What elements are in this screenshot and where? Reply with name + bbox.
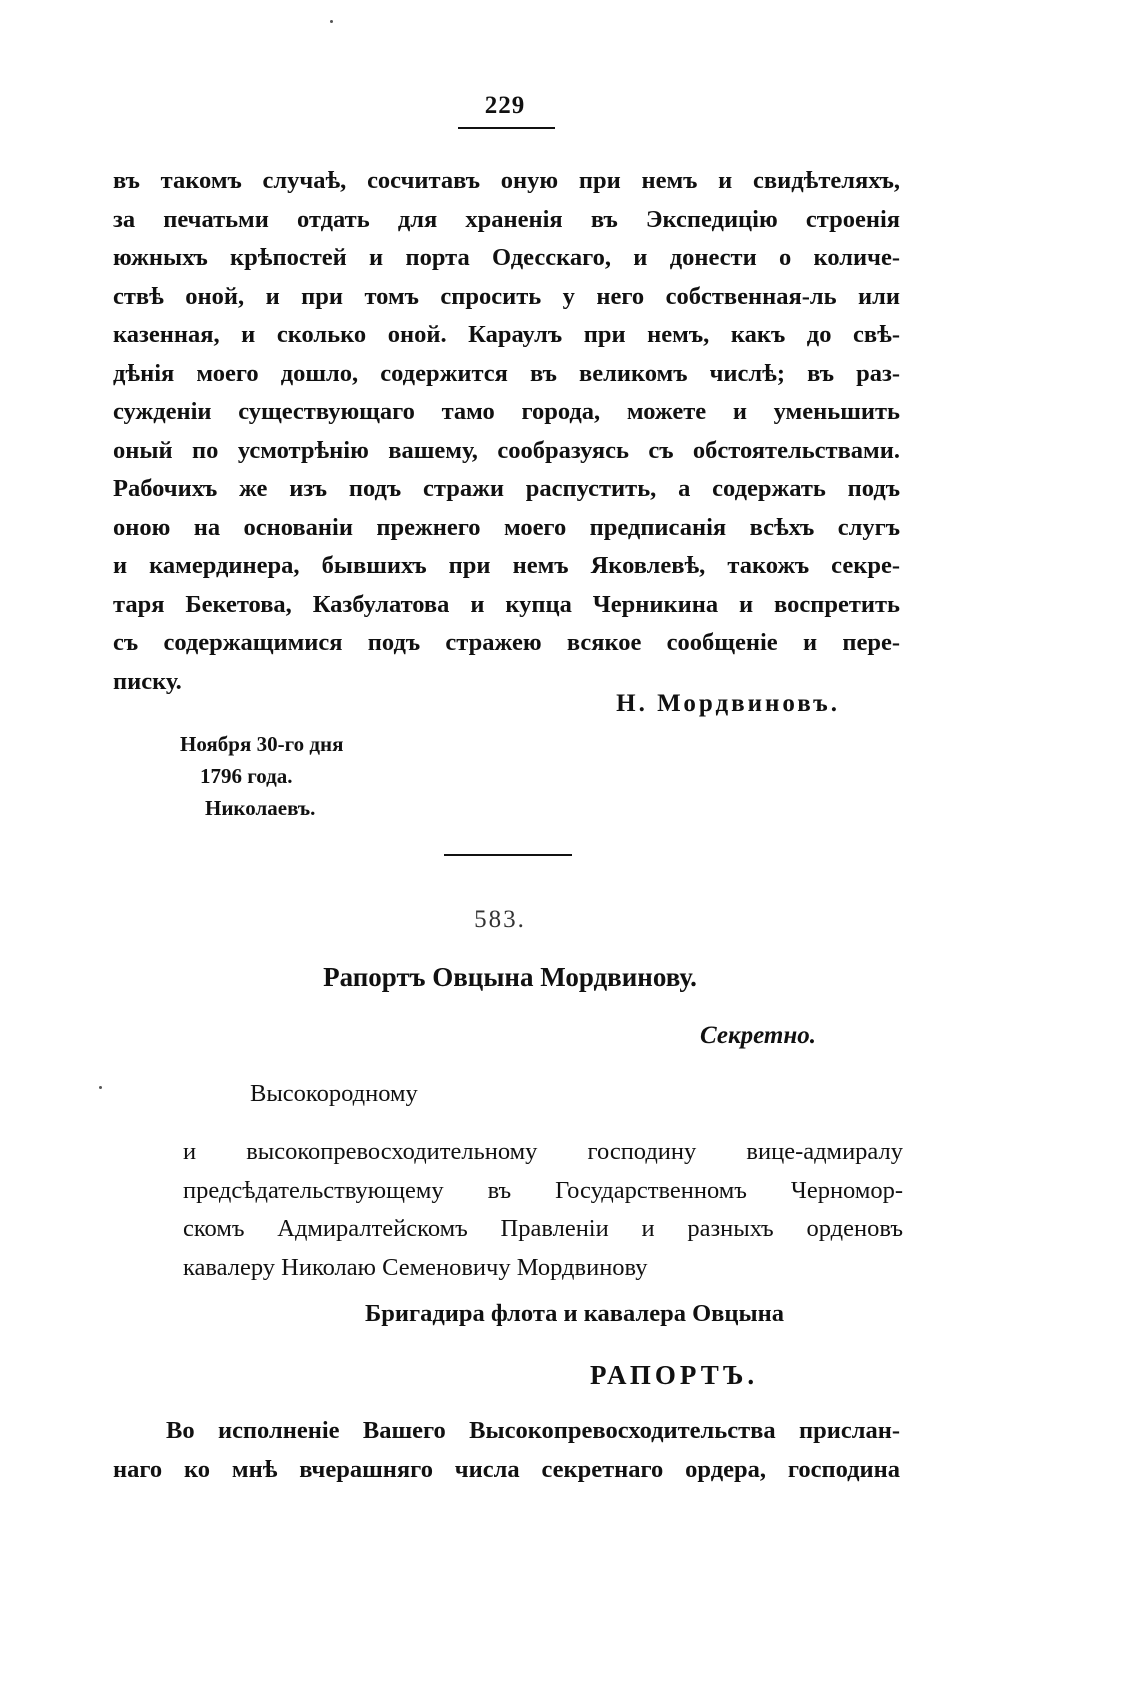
report-line: Во исполненіе Вашего Высокопревосходительства прислан- — [166, 1417, 900, 1444]
from-line: Бригадира флота и кавалера Овцына — [365, 1300, 785, 1327]
letter-line: оною на основаніи прежнего моего предписанія всѣхъ слугъ — [113, 513, 900, 541]
section-separator — [444, 854, 572, 856]
document-title: Рапортъ Овцына Мордвинову. — [323, 962, 697, 992]
date-line-day: Ноября 30-го дня — [180, 732, 344, 756]
page-number-underline — [458, 127, 555, 129]
date-line-year: 1796 года. — [200, 764, 293, 788]
salutation: Высокородному — [250, 1080, 418, 1107]
letter-line: казенная, и сколько оной. Караулъ при немъ, какъ до свѣ- — [113, 321, 900, 348]
letter-line: оный по усмотрѣнію вашему, сообразуясь съ обстоятельствами. — [113, 436, 900, 464]
address-block — [183, 1133, 903, 1287]
document-number: 583. — [474, 906, 526, 933]
scan-speck — [330, 20, 333, 23]
address-line: кавалеру Николаю Семеновичу Мордвинову — [183, 1253, 648, 1281]
report-line: наго ко мнѣ вчерашняго числа секретнаго ордера, господина — [113, 1455, 900, 1483]
letter-line: за печатьми отдать для храненія въ Экспедицію строенія — [113, 205, 900, 233]
date-line-place: Николаевъ. — [205, 796, 316, 820]
report-heading: РАПОРТЪ. — [590, 1360, 759, 1390]
address-line: скомъ Адмиралтейскомъ Правленіи и разныхъ орденовъ — [183, 1215, 903, 1242]
letter-line: таря Бекетова, Казбулатова и купца Черникина и воспретить — [113, 590, 900, 618]
letter-line: южныхъ крѣпостей и порта Одесскаго, и донести о количе- — [113, 244, 900, 271]
letter-line: и камердинера, бывшихъ при немъ Яковлевѣ, такожъ секре- — [113, 552, 900, 579]
signature: Н. Мордвиновъ. — [616, 690, 840, 717]
page-number: 229 — [484, 92, 526, 119]
letter-line: Рабочихъ же изъ подъ стражи распустить, а содержать подъ — [113, 475, 900, 502]
address-line: предсѣдательствующему въ Государственномъ Черномор- — [183, 1176, 903, 1204]
letter-line: сужденіи существующаго тамо города, можете и уменьшить — [113, 398, 900, 425]
letter-body — [113, 162, 900, 701]
letter-line: писку. — [113, 667, 182, 695]
report-body — [113, 1412, 900, 1489]
address-line: и высокопревосходительному господину вице-адмиралу — [183, 1138, 903, 1165]
secret-mark: Секретно. — [700, 1022, 816, 1049]
letter-line: въ такомъ случаѣ, сосчитавъ оную при немъ и свидѣтеляхъ, — [113, 167, 900, 194]
letter-line: съ содержащимися подъ стражею всякое сообщеніе и пере- — [113, 629, 900, 656]
letter-line: дѣнія моего дошло, содержится въ великомъ числѣ; въ раз- — [113, 359, 900, 387]
letter-line: ствѣ оной, и при томъ спросить у него собственная-ль или — [113, 282, 900, 310]
scan-speck — [99, 1086, 102, 1089]
